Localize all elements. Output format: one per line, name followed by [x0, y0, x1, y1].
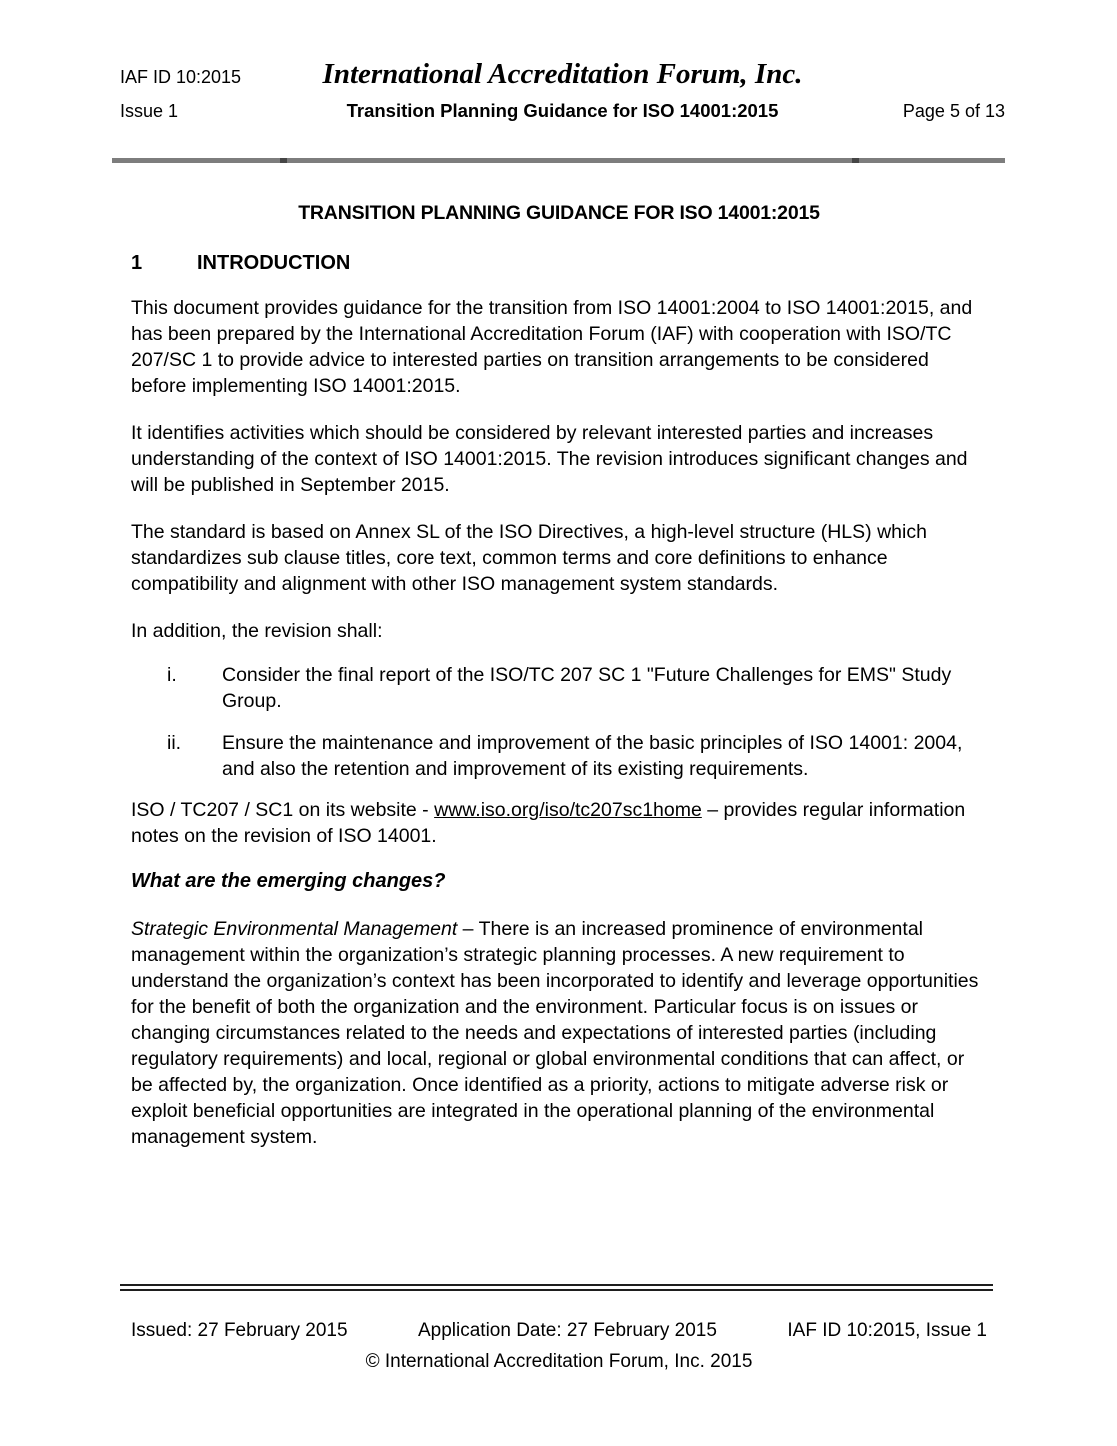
footer-divider [120, 1284, 993, 1291]
divider-tick [280, 158, 287, 163]
footer-copyright: © International Accreditation Forum, Inc. 2015 [365, 1351, 753, 1372]
sem-paragraph-lead: Strategic Environmental Management [131, 918, 458, 940]
emerging-changes-heading: What are the emerging changes? [131, 870, 446, 892]
footer-application-date: Application Date: 27 February 2015 [417, 1320, 717, 1341]
document-content [131, 200, 987, 1171]
sem-paragraph-body: – There is an increased prominence of environmental management within the organization’s strategic planning processes. A new requirement to understand the organization’s context has been incorporated to identify and leverage opportunities for the benefit of both the organization and the environment. Particular focus is on issues or changing circumstances related to the needs and expectations of interested parties (including regulatory requirements) and local, regional or global environmental conditions that can affect, or be affected by, the organization. Once identified as a priority, actions to mitigate adverse risk or exploit beneficial opportunities are integrated in the operational planning of the environmental management system. [131, 918, 979, 1148]
list-item-marker: i. [167, 664, 177, 686]
section-number: 1 [131, 252, 143, 274]
website-paragraph-prefix: ISO / TC207 / SC1 on its website - [131, 799, 435, 821]
page-header [120, 56, 1005, 122]
header-issue: Issue 1 [120, 101, 179, 121]
footer-row [131, 1320, 987, 1342]
org-name-title: International Accreditation Forum, Inc. [322, 58, 803, 90]
section-heading [131, 250, 987, 276]
page-footer [131, 1320, 987, 1373]
list-item-text: Consider the final report of the ISO/TC 207 SC 1 "Future Challenges for EMS" Study Group. [222, 664, 952, 712]
header-divider [112, 158, 1005, 163]
list-item-i [131, 662, 987, 714]
intro-paragraph-3: The standard is based on Annex SL of the ISO Directives, a high-level structure (HLS) which standardizes sub clause titles, core text, common terms and core definitions to enhance compatibility and alignment with other ISO management system standards. [131, 521, 927, 595]
divider-tick [852, 158, 859, 163]
header-doc-id: IAF ID 10:2015 [120, 67, 242, 87]
footer-issued-date: Issued: 27 February 2015 [131, 1320, 348, 1341]
roman-list [131, 662, 987, 782]
header-row-2 [120, 100, 1005, 122]
document-title: TRANSITION PLANNING GUIDANCE FOR ISO 14001:2015 [298, 202, 820, 224]
sem-paragraph [131, 916, 987, 1150]
header-page-number: Page 5 of 13 [902, 101, 1005, 121]
header-row-1 [120, 56, 1005, 92]
intro-paragraph-1: This document provides guidance for the transition from ISO 14001:2004 to ISO 14001:2015, and has been prepared by the International Accreditation Forum (IAF) with cooperation with ISO/TC 207/SC 1 to provide advice to interested parties on transition arrangements to be considered before implementing ISO 14001:2015. [131, 297, 973, 397]
list-intro: In addition, the revision shall: [131, 620, 383, 642]
iso-website-link[interactable]: www.iso.org/iso/tc207sc1home [434, 799, 702, 821]
intro-paragraph-2: It identifies activities which should be considered by relevant interested parties and increases understanding of the context of ISO 14001:2015. The revision introduces significant changes and will be published in September 2015. [131, 422, 968, 496]
list-item-ii [131, 730, 987, 782]
list-item-marker: ii. [167, 732, 182, 754]
section-title: INTRODUCTION [197, 252, 351, 274]
list-item-text: Ensure the maintenance and improvement of the basic principles of ISO 14001: 2004, and also the retention and improvement of its existing requirements. [222, 732, 963, 780]
website-paragraph [131, 797, 987, 849]
footer-doc-ref: IAF ID 10:2015, Issue 1 [787, 1320, 987, 1341]
header-doc-title: Transition Planning Guidance for ISO 14001:2015 [346, 100, 779, 121]
website-paragraph-suffix: – provides regular information notes on the revision of ISO 14001. [131, 799, 966, 847]
